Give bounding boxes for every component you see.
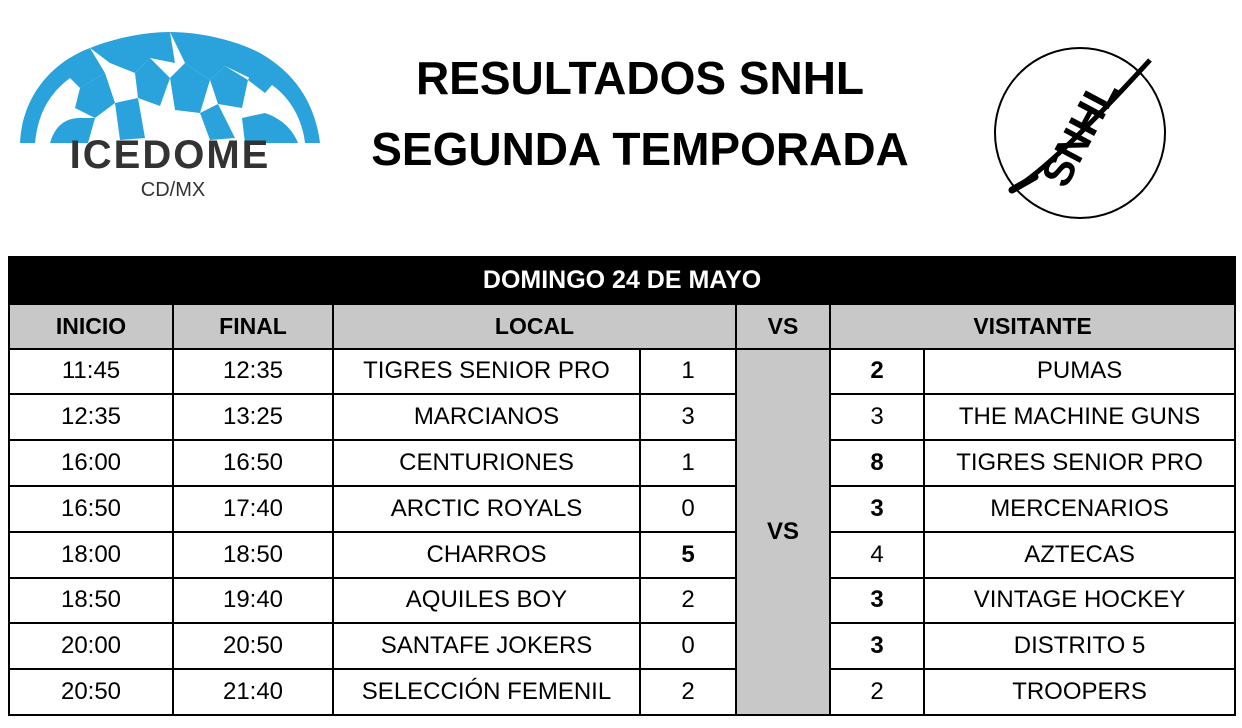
visit-score: 3 bbox=[830, 623, 924, 669]
end-time: 16:50 bbox=[173, 440, 333, 486]
end-time: 21:40 bbox=[173, 669, 333, 715]
local-team: MARCIANOS bbox=[333, 394, 640, 440]
vs-label: VS bbox=[736, 349, 830, 715]
snhl-wordmark: SNHL bbox=[1031, 71, 1128, 195]
table-row bbox=[9, 623, 1235, 669]
column-header-local: LOCAL bbox=[333, 304, 736, 349]
icedome-wordmark: ICEDOME bbox=[69, 133, 271, 177]
visit-team: TROOPERS bbox=[924, 669, 1235, 715]
start-time: 16:50 bbox=[9, 486, 173, 532]
end-time: 12:35 bbox=[173, 349, 333, 395]
column-header-visitante: VISITANTE bbox=[830, 304, 1235, 349]
results-table bbox=[8, 256, 1236, 716]
icedome-logo bbox=[10, 18, 330, 208]
local-score: 1 bbox=[640, 349, 736, 395]
visit-score: 4 bbox=[830, 532, 924, 578]
start-time: 20:50 bbox=[9, 669, 173, 715]
table-row bbox=[9, 440, 1235, 486]
end-time: 17:40 bbox=[173, 486, 333, 532]
visit-team: VINTAGE HOCKEY bbox=[924, 578, 1235, 624]
visit-team: MERCENARIOS bbox=[924, 486, 1235, 532]
table-row bbox=[9, 532, 1235, 578]
start-time: 12:35 bbox=[9, 394, 173, 440]
end-time: 13:25 bbox=[173, 394, 333, 440]
page-title-line1: RESULTADOS SNHL bbox=[415, 52, 865, 104]
local-team: AQUILES BOY bbox=[333, 578, 640, 624]
local-team: TIGRES SENIOR PRO bbox=[333, 349, 640, 395]
local-score: 0 bbox=[640, 623, 736, 669]
local-team: CENTURIONES bbox=[333, 440, 640, 486]
start-time: 20:00 bbox=[9, 623, 173, 669]
column-header-inicio: INICIO bbox=[9, 304, 173, 349]
end-time: 19:40 bbox=[173, 578, 333, 624]
visit-score: 2 bbox=[830, 349, 924, 395]
date-header: DOMINGO 24 DE MAYO bbox=[9, 257, 1235, 304]
local-team: SELECCIÓN FEMENIL bbox=[333, 669, 640, 715]
page-title-line2: SEGUNDA TEMPORADA bbox=[371, 123, 909, 175]
visit-team: THE MACHINE GUNS bbox=[924, 394, 1235, 440]
visit-score: 3 bbox=[830, 486, 924, 532]
visit-team: TIGRES SENIOR PRO bbox=[924, 440, 1235, 486]
table-row bbox=[9, 349, 1235, 395]
visit-team: DISTRITO 5 bbox=[924, 623, 1235, 669]
table-row bbox=[9, 394, 1235, 440]
local-team: CHARROS bbox=[333, 532, 640, 578]
visit-team: PUMAS bbox=[924, 349, 1235, 395]
start-time: 18:50 bbox=[9, 578, 173, 624]
column-header-final: FINAL bbox=[173, 304, 333, 349]
local-team: SANTAFE JOKERS bbox=[333, 623, 640, 669]
visit-score: 3 bbox=[830, 394, 924, 440]
local-score: 5 bbox=[640, 532, 736, 578]
local-team: ARCTIC ROYALS bbox=[333, 486, 640, 532]
start-time: 11:45 bbox=[9, 349, 173, 395]
end-time: 18:50 bbox=[173, 532, 333, 578]
start-time: 18:00 bbox=[9, 532, 173, 578]
icedome-sub: CD/MX bbox=[140, 179, 206, 201]
visit-score: 8 bbox=[830, 440, 924, 486]
visit-team: AZTECAS bbox=[924, 532, 1235, 578]
local-score: 2 bbox=[640, 669, 736, 715]
local-score: 0 bbox=[640, 486, 736, 532]
table-row bbox=[9, 669, 1235, 715]
visit-score: 3 bbox=[830, 578, 924, 624]
table-row bbox=[9, 578, 1235, 624]
visit-score: 2 bbox=[830, 669, 924, 715]
local-score: 1 bbox=[640, 440, 736, 486]
column-header-vs: VS bbox=[736, 304, 830, 349]
start-time: 16:00 bbox=[9, 440, 173, 486]
snhl-logo bbox=[980, 45, 1190, 220]
local-score: 2 bbox=[640, 578, 736, 624]
table-row bbox=[9, 486, 1235, 532]
local-score: 3 bbox=[640, 394, 736, 440]
end-time: 20:50 bbox=[173, 623, 333, 669]
